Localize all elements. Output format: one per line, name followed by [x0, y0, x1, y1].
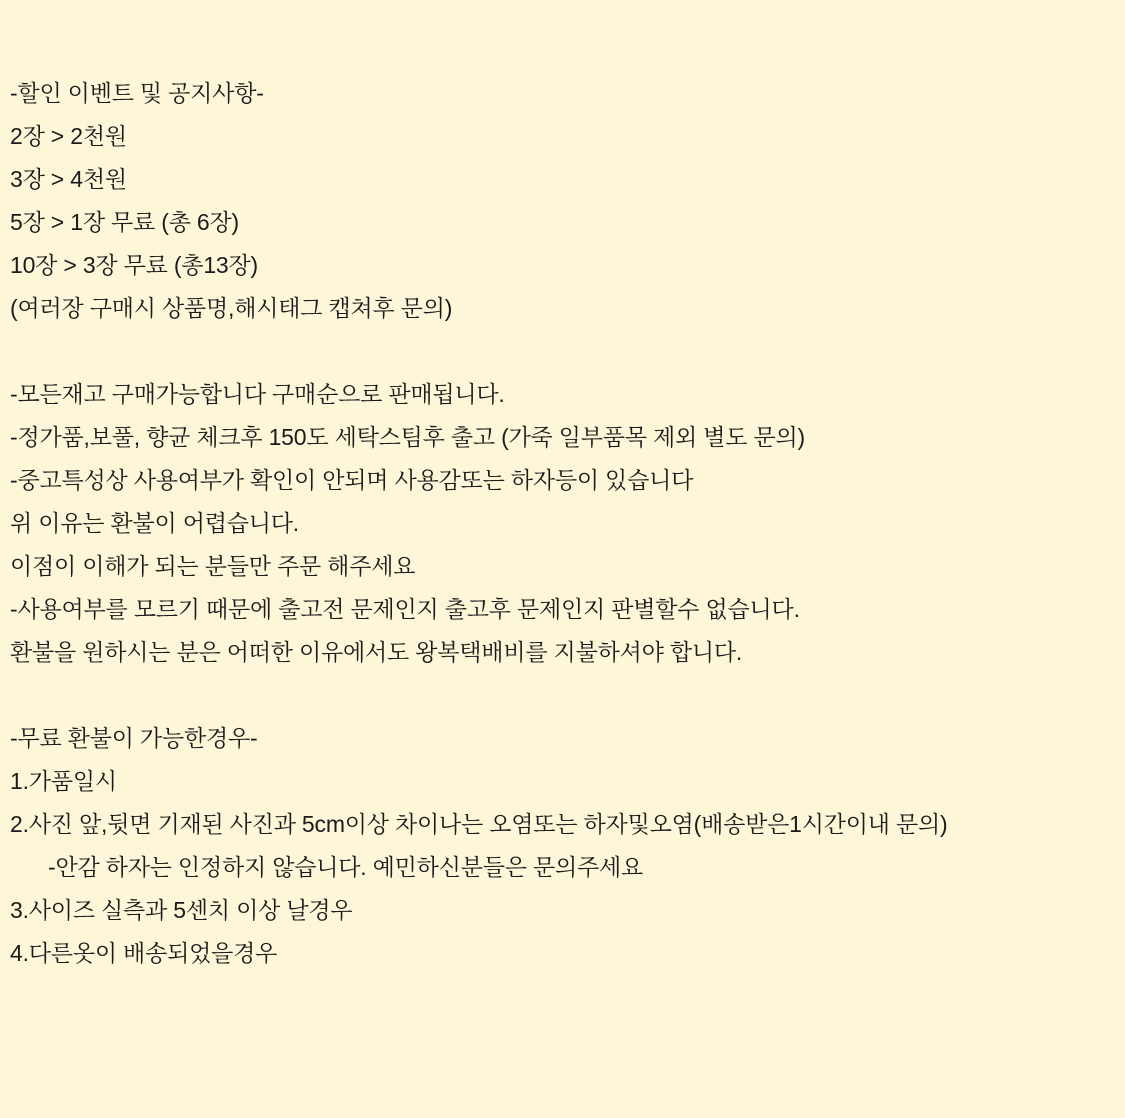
notice-line: 3장 > 4천원 [10, 166, 127, 192]
stock-and-condition-section [10, 373, 1125, 674]
notice-line: -사용여부를 모르기 때문에 출고전 문제인지 출고후 문제인지 판별할수 없습니다. [10, 596, 800, 622]
notice-line: 환불을 원하시는 분은 어떠한 이유에서도 왕복택배비를 지불하셔야 합니다. [10, 639, 743, 665]
notice-line: 3.사이즈 실측과 5센치 이상 날경우 [10, 897, 353, 923]
notice-line: 2장 > 2천원 [10, 123, 127, 149]
notice-line: -무료 환불이 가능한경우- [10, 725, 258, 751]
notice-line-sub: -안감 하자는 인정하지 않습니다. 예민하신분들은 문의주세요 [48, 854, 644, 880]
notice-line: 2.사진 앞,뒷면 기재된 사진과 5cm이상 차이나는 오염또는 하자및오염(배송받은1시간이내 문의) [10, 811, 948, 837]
free-refund-section [10, 717, 1125, 975]
notice-line: -할인 이벤트 및 공지사항- [10, 80, 264, 106]
notice-line: 이점이 이해가 되는 분들만 주문 해주세요 [10, 553, 416, 579]
section-spacer [10, 330, 1125, 373]
notice-line: 10장 > 3장 무료 (총13장) [10, 252, 258, 278]
notice-line: 위 이유는 환불이 어렵습니다. [10, 510, 299, 536]
notice-line: (여러장 구매시 상품명,해시태그 캡쳐후 문의) [10, 295, 453, 321]
notice-line: -중고특성상 사용여부가 확인이 안되며 사용감또는 하자등이 있습니다 [10, 467, 694, 493]
notice-line: -모든재고 구매가능합니다 구매순으로 판매됩니다. [10, 381, 505, 407]
notice-line: 4.다른옷이 배송되었을경우 [10, 940, 278, 966]
notice-line: -정가품,보풀, 향균 체크후 150도 세탁스팀후 출고 (가죽 일부품목 제외 별도 문의) [10, 424, 805, 450]
section-spacer [10, 674, 1125, 717]
discount-notice-section [10, 72, 1125, 330]
notice-line: 1.가품일시 [10, 768, 117, 794]
notice-line: 5장 > 1장 무료 (총 6장) [10, 209, 239, 235]
